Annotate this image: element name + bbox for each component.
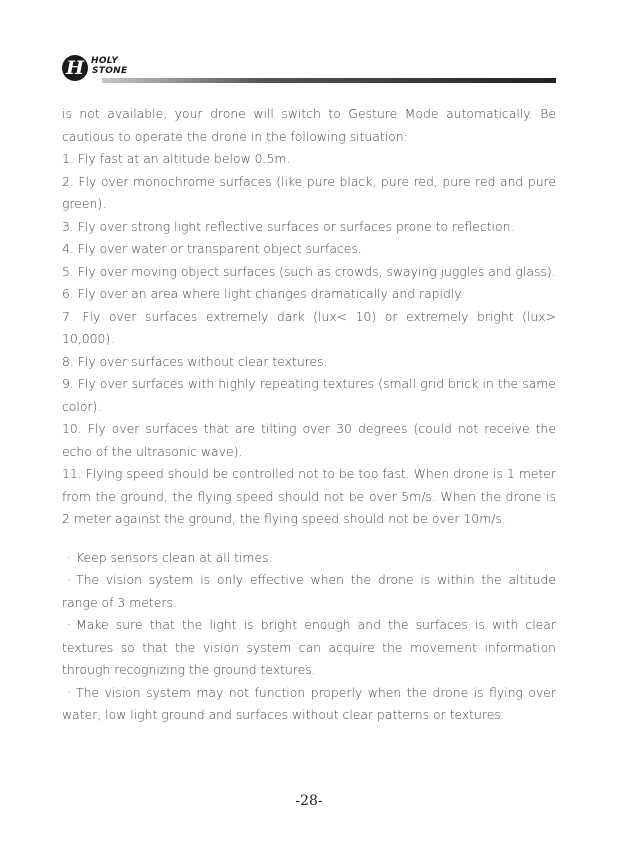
bullet-dot-icon: · (67, 617, 71, 632)
holy-stone-logo-icon (62, 55, 88, 81)
situation-item: 7. Fly over surfaces extremely dark (lux< 10) or extremely bright (lux> 10,000). (62, 308, 556, 346)
bullet-text: The vision system is only effective when the drone is within the altitude range of 3 meters. (62, 572, 556, 610)
bullet-item (62, 547, 556, 570)
bullet-dot-icon: · (67, 572, 71, 587)
bullet-text: The vision system may not function properly when the drone is flying over water, low light ground and surfaces without clear patterns or textures. (62, 684, 556, 722)
bullet-item (62, 569, 556, 614)
situation-item: 10. Fly over surfaces that are tilting over 30 degrees (could not receive the echo of the ultrasonic wave). (62, 421, 556, 459)
logo-line-stone: STONE (92, 66, 128, 76)
situation-item: 1. Fly fast at an altitude below 0.5m. (62, 151, 291, 166)
situation-item: 9. Fly over surfaces with highly repeating textures (small grid brick in the same color). (62, 376, 556, 414)
situation-item: 8. Fly over surfaces without clear textures. (62, 353, 328, 369)
situation-item: 3. Fly over strong light reflective surfaces or surfaces prone to reflection. (62, 218, 515, 234)
bullet-item (62, 682, 556, 727)
intro-paragraph: is not available, your drone will switch to Gesture Mode automatically. Be cautious to operate the drone in the following situation: (62, 106, 556, 144)
situation-item: 2. Fly over monochrome surfaces (like pure black, pure red, pure red and pure green). (62, 173, 556, 211)
situation-item: 11. Flying speed should be controlled not to be too fast. When drone is 1 meter from the ground, the flying speed should not be over 5m/s. When the drone is 2 meter against the ground, the flying speed should not be over 10m/s. (62, 466, 556, 526)
page-number: -28- (295, 793, 323, 809)
logo-wordmark (91, 56, 151, 76)
bullet-dot-icon: · (67, 684, 71, 700)
logo-badge-letter: H (66, 57, 84, 79)
page-content (62, 103, 556, 727)
situation-item: 6. Fly over an area where light changes dramatically and rapidly. (62, 286, 464, 301)
bullet-text: Keep sensors clean at all times. (76, 549, 273, 565)
bullet-item (62, 614, 556, 682)
situation-item: 5. Fly over moving object surfaces (such as crowds, swaying juggles and glass). (62, 263, 556, 279)
page-header (62, 52, 556, 86)
header-divider-bar (102, 78, 556, 83)
situation-item: 4. Fly over water or transparent object surfaces. (62, 241, 362, 256)
logo-line-holy: HOLY (91, 56, 119, 66)
bullet-dot-icon: · (67, 549, 71, 565)
bullet-text: Make sure that the light is bright enough and the surfaces is with clear textures so that the vision system can acquire the movement information through recognizing the ground textures. (62, 617, 556, 677)
section-spacer (62, 531, 556, 547)
